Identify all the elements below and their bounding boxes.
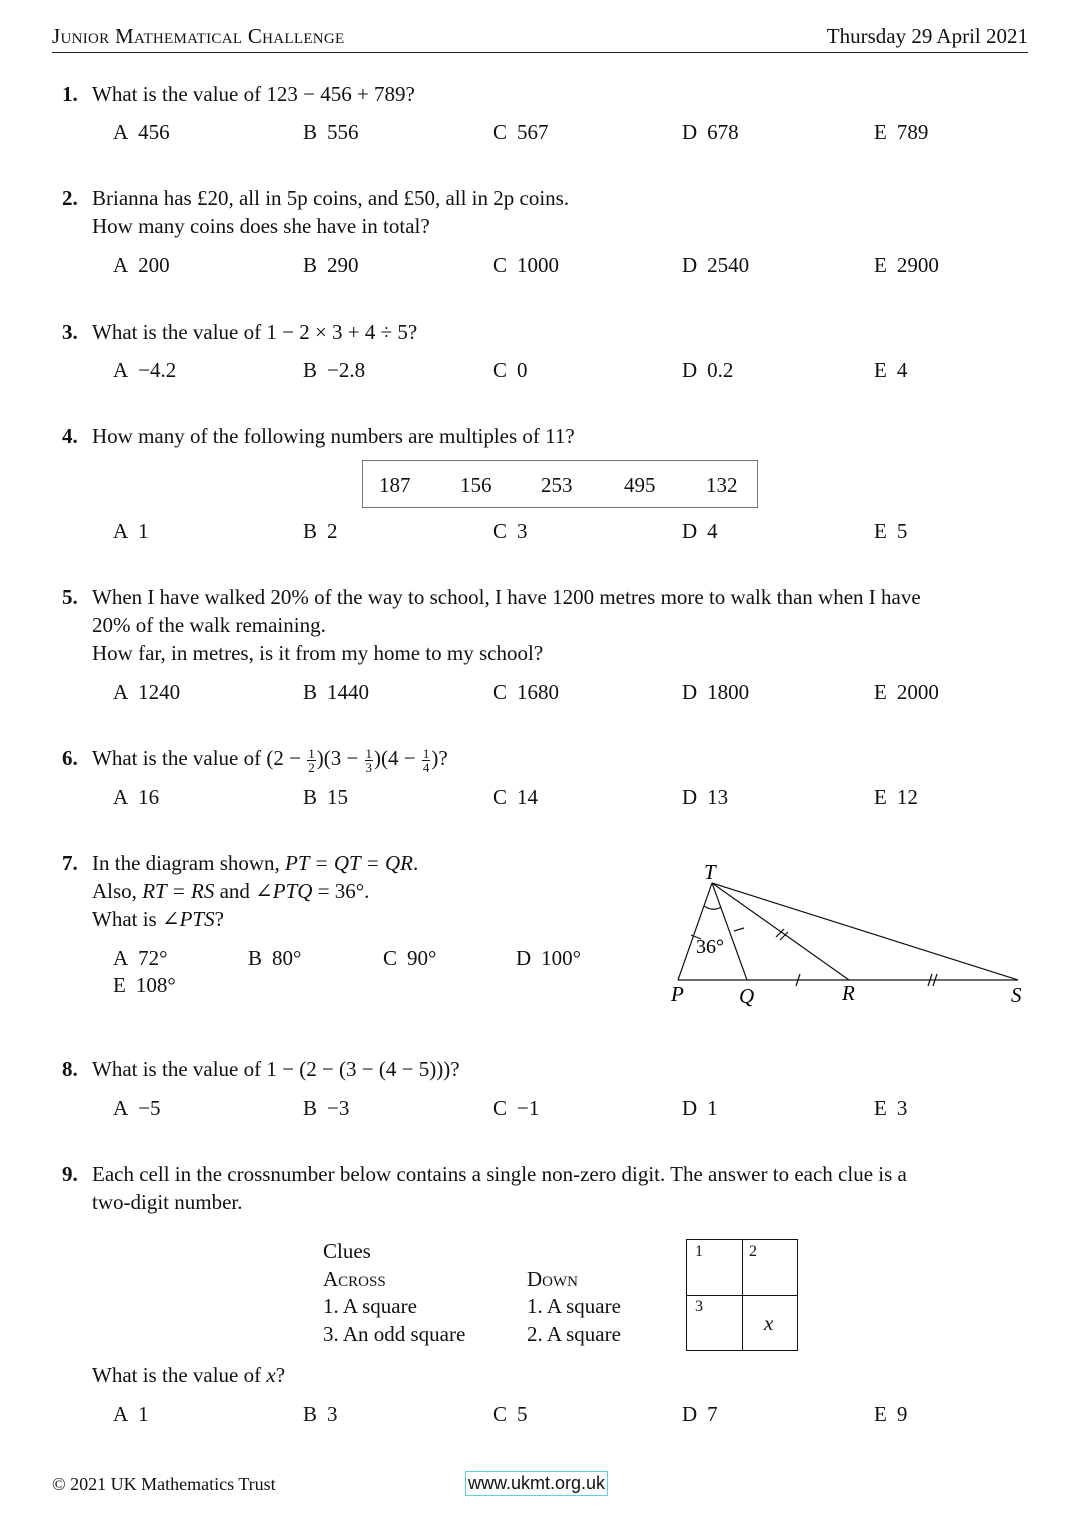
q4-option-c: C 3 — [493, 519, 528, 543]
label-q: Q — [739, 984, 755, 1008]
q7-option-d: D 100° — [516, 946, 582, 970]
header-rule — [52, 52, 1028, 53]
q4-number-item: 132 — [706, 473, 738, 497]
angle-label: 36° — [696, 936, 724, 958]
q9-option-b: B 3 — [303, 1402, 338, 1426]
label-t: T — [704, 860, 716, 884]
q9-option-e: E 9 — [874, 1402, 908, 1426]
segment-qt — [712, 883, 747, 980]
q4-number-box — [362, 460, 758, 508]
q2-option-c: C 1000 — [493, 253, 560, 277]
q6-fraction-third: $\frac{1}{3}$ — [365, 745, 373, 775]
footer-website-link[interactable]: www.ukmt.org.uk — [465, 1471, 608, 1496]
q5-text-line1: When I have walked 20% of the way to school, I have 1200 metres more to walk than when I have — [92, 585, 921, 609]
q2-number: 2. — [62, 186, 78, 210]
q2-option-b: B 290 — [303, 253, 359, 277]
q4-option-e: E 5 — [874, 519, 908, 543]
q6-text-mid2: )(4 − — [374, 746, 421, 770]
q2-text-line1: Brianna has £20, all in 5p coins, and £50, all in 2p coins. — [92, 186, 570, 210]
footer-copyright: © 2021 UK Mathematics Trust — [52, 1474, 276, 1494]
q8-option-a: A −5 — [113, 1096, 161, 1120]
q9-option-c: C 5 — [493, 1402, 528, 1426]
down-clue-2: 2. A square — [527, 1322, 621, 1346]
q4-number-item: 495 — [624, 473, 656, 497]
q7-option-e: E 108° — [113, 973, 176, 997]
q7-text-line1: In the diagram shown, PT = QT = QR. — [92, 851, 419, 875]
across-title: Across — [323, 1267, 386, 1291]
q7-text-line3: What is ∠PTS? — [92, 907, 224, 931]
header-date: Thursday 29 April 2021 — [826, 24, 1028, 48]
q9-option-a: A 1 — [113, 1402, 149, 1426]
header-title: Junior Mathematical Challenge — [52, 24, 345, 48]
q1-option-b: B 556 — [303, 120, 359, 144]
q6-option-a: A 16 — [113, 785, 160, 809]
angle-arc — [704, 906, 721, 909]
segment-rt — [712, 883, 849, 980]
q2-option-d: D 2540 — [682, 253, 750, 277]
q1-option-a: A 456 — [113, 120, 170, 144]
q8-text: What is the value of 1 − (2 − (3 − (4 − 5)))? — [92, 1057, 460, 1081]
q7-option-b: B 80° — [248, 946, 302, 970]
q1-option-e: E 789 — [874, 120, 929, 144]
q8-option-d: D 1 — [682, 1096, 718, 1120]
across-clue-1: 1. A square — [323, 1294, 417, 1318]
q3-option-a: A −4.2 — [113, 358, 177, 382]
q4-option-a: A 1 — [113, 519, 149, 543]
q1-text: What is the value of 123 − 456 + 789? — [92, 82, 415, 106]
q5-option-b: B 1440 — [303, 680, 370, 704]
tick-qt — [734, 928, 744, 931]
q4-text: How many of the following numbers are multiples of 11? — [92, 424, 575, 448]
q6-text-suffix: )? — [431, 746, 448, 770]
q4-number-item: 156 — [460, 473, 492, 497]
q5-option-c: C 1680 — [493, 680, 560, 704]
q3-option-e: E 4 — [874, 358, 908, 382]
across-clue-3: 3. An odd square — [323, 1322, 466, 1346]
q9-text-line2: two-digit number. — [92, 1190, 243, 1214]
q6-text-prefix: What is the value of (2 − — [92, 746, 307, 770]
q6-option-b: B 15 — [303, 785, 349, 809]
q4-option-d: D 4 — [682, 519, 718, 543]
crossnumber-grid — [686, 1239, 798, 1351]
grid-cell-x: x — [764, 1311, 774, 1335]
q5-option-e: E 2000 — [874, 680, 939, 704]
q1-option-d: D 678 — [682, 120, 739, 144]
grid-cell-label-3: 3 — [695, 1298, 703, 1315]
down-clue-1: 1. A square — [527, 1294, 621, 1318]
label-s: S — [1011, 983, 1022, 1007]
q4-number: 4. — [62, 424, 78, 448]
q7-option-a: A 72° — [113, 946, 168, 970]
label-p: P — [671, 982, 684, 1006]
q2-text-line2: How many coins does she have in total? — [92, 214, 430, 238]
q3-option-b: B −2.8 — [303, 358, 366, 382]
q9-number: 9. — [62, 1162, 78, 1186]
q5-option-a: A 1240 — [113, 680, 181, 704]
q6-text — [92, 744, 448, 774]
q8-option-b: B −3 — [303, 1096, 350, 1120]
q3-text: What is the value of 1 − 2 × 3 + 4 ÷ 5? — [92, 320, 418, 344]
q7-text-line2: Also, RT = RS and ∠PTQ = 36°. — [92, 879, 370, 903]
segment-pt — [678, 883, 712, 980]
q2-option-a: A 200 — [113, 253, 170, 277]
grid-cell-label-1: 1 — [695, 1243, 703, 1260]
down-title: Down — [527, 1267, 578, 1291]
q6-option-e: E 12 — [874, 785, 918, 809]
label-r: R — [842, 981, 855, 1005]
q6-option-d: D 13 — [682, 785, 729, 809]
q2-option-e: E 2900 — [874, 253, 939, 277]
q1-option-c: C 567 — [493, 120, 549, 144]
q9-option-d: D 7 — [682, 1402, 718, 1426]
q4-number-item: 253 — [541, 473, 573, 497]
clues-title: Clues — [323, 1239, 371, 1263]
q9-text-line1: Each cell in the crossnumber below contains a single non-zero digit. The answer to each clue is a — [92, 1162, 907, 1186]
q1-number: 1. — [62, 82, 78, 106]
q7-number: 7. — [62, 851, 78, 875]
q6-text-mid1: )(3 − — [316, 746, 364, 770]
q8-option-e: E 3 — [874, 1096, 908, 1120]
q6-fraction-half: $\frac{1}{2}$ — [308, 745, 315, 775]
q3-option-d: D 0.2 — [682, 358, 734, 382]
q5-text-line2: 20% of the walk remaining. — [92, 613, 326, 637]
q6-fraction-quarter: $\frac{1}{4}$ — [422, 745, 430, 775]
q8-number: 8. — [62, 1057, 78, 1081]
q6-option-c: C 14 — [493, 785, 539, 809]
q4-option-b: B 2 — [303, 519, 338, 543]
q3-option-c: C 0 — [493, 358, 528, 382]
q4-number-item: 187 — [379, 473, 411, 497]
q9-question: What is the value of x? — [92, 1363, 286, 1387]
q7-option-c: C 90° — [383, 946, 437, 970]
grid-cell-label-2: 2 — [749, 1243, 757, 1260]
q7-triangle-diagram — [660, 855, 1040, 1015]
q5-text-line3: How far, in metres, is it from my home to my school? — [92, 641, 544, 665]
q3-number: 3. — [62, 320, 78, 344]
q5-option-d: D 1800 — [682, 680, 750, 704]
segment-st — [712, 883, 1018, 980]
q5-number: 5. — [62, 585, 78, 609]
q8-option-c: C −1 — [493, 1096, 540, 1120]
q6-number: 6. — [62, 746, 78, 770]
